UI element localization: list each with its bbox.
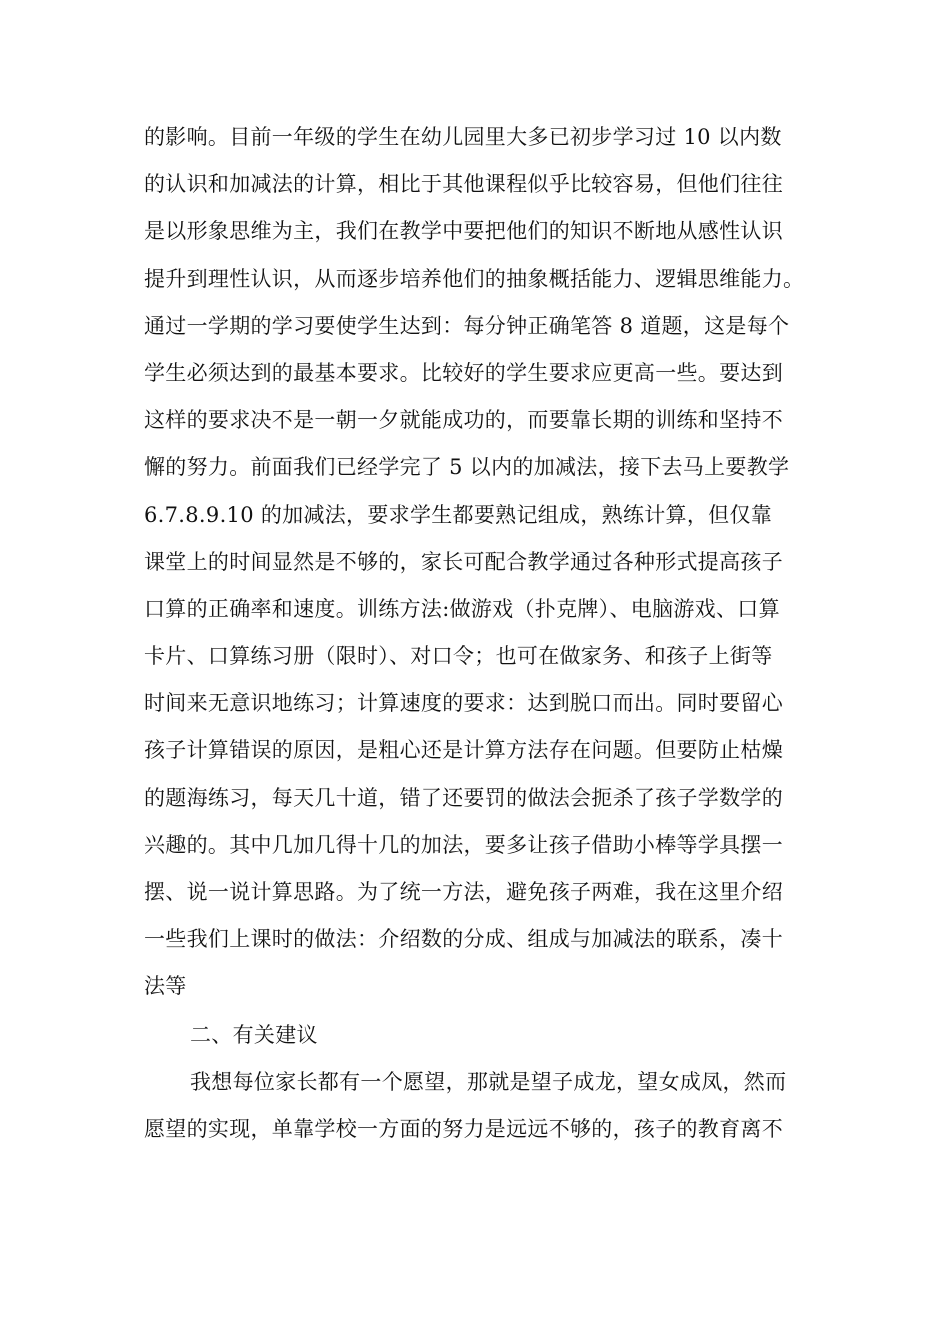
text-line: 摆、说一说计算思路。为了统一方法，避免孩子两难，我在这里介绍 bbox=[144, 880, 783, 904]
text-line: 的认识和加减法的计算，相比于其他课程似乎比较容易，但他们往往 bbox=[144, 172, 783, 197]
text-line: 是以形象思维为主，我们在教学中要把他们的知识不断地从感性认识 bbox=[144, 219, 783, 244]
text-line: 6.7.8.9.10 的加减法，要求学生都要熟记组成，熟练计算，但仅靠 bbox=[144, 502, 773, 527]
text-line: 愿望的实现，单靠学校一方面的努力是远远不够的，孩子的教育离不 bbox=[144, 1116, 783, 1141]
section-heading: 二、有关建议 bbox=[190, 1022, 318, 1047]
paragraph-2 bbox=[144, 1059, 816, 1153]
text-line: 的影响。目前一年级的学生在幼儿园里大多已初步学习过 10 以内数 bbox=[144, 125, 782, 149]
document-body bbox=[144, 114, 816, 1153]
text-line: 课堂上的时间显然是不够的，家长可配合教学通过各种形式提高孩子 bbox=[144, 549, 783, 574]
text-line: 口算的正确率和速度。训练方法:做游戏（扑克牌）、电脑游戏、口算 bbox=[144, 596, 780, 621]
text-line: 通过一学期的学习要使学生达到：每分钟正确笔答 8 道题，这是每个 bbox=[144, 313, 790, 338]
text-line: 提升到理性认识，从而逐步培养他们的抽象概括能力、逻辑思维能力。 bbox=[144, 266, 805, 291]
text-line: 学生必须达到的最基本要求。比较好的学生要求应更高一些。要达到 bbox=[144, 360, 783, 385]
text-line: 我想每位家长都有一个愿望，那就是望子成龙，望女成凤，然而 bbox=[190, 1069, 787, 1094]
text-line: 一些我们上课时的做法：介绍数的分成、组成与加减法的联系，凑十 bbox=[144, 927, 783, 952]
text-line: 懈的努力。前面我们已经学完了 5 以内的加减法，接下去马上要教学 bbox=[144, 455, 790, 480]
paragraph-1 bbox=[144, 114, 816, 1011]
text-line: 这样的要求决不是一朝一夕就能成功的，而要靠长期的训练和坚持不 bbox=[144, 408, 783, 433]
text-line: 兴趣的。其中几加几得十几的加法，要多让孩子借助小棒等学具摆一 bbox=[144, 832, 783, 857]
text-line: 时间来无意识地练习；计算速度的要求：达到脱口而出。同时要留心 bbox=[144, 691, 783, 716]
text-line: 法等 bbox=[144, 974, 187, 999]
text-line: 卡片、口算练习册（限时）、对口令；也可在做家务、和孩子上街等 bbox=[144, 644, 773, 669]
text-line: 的题海练习，每天几十道，错了还要罚的做法会扼杀了孩子学数学的 bbox=[144, 785, 783, 810]
text-line: 孩子计算错误的原因，是粗心还是计算方法存在问题。但要防止枯燥 bbox=[144, 738, 783, 763]
